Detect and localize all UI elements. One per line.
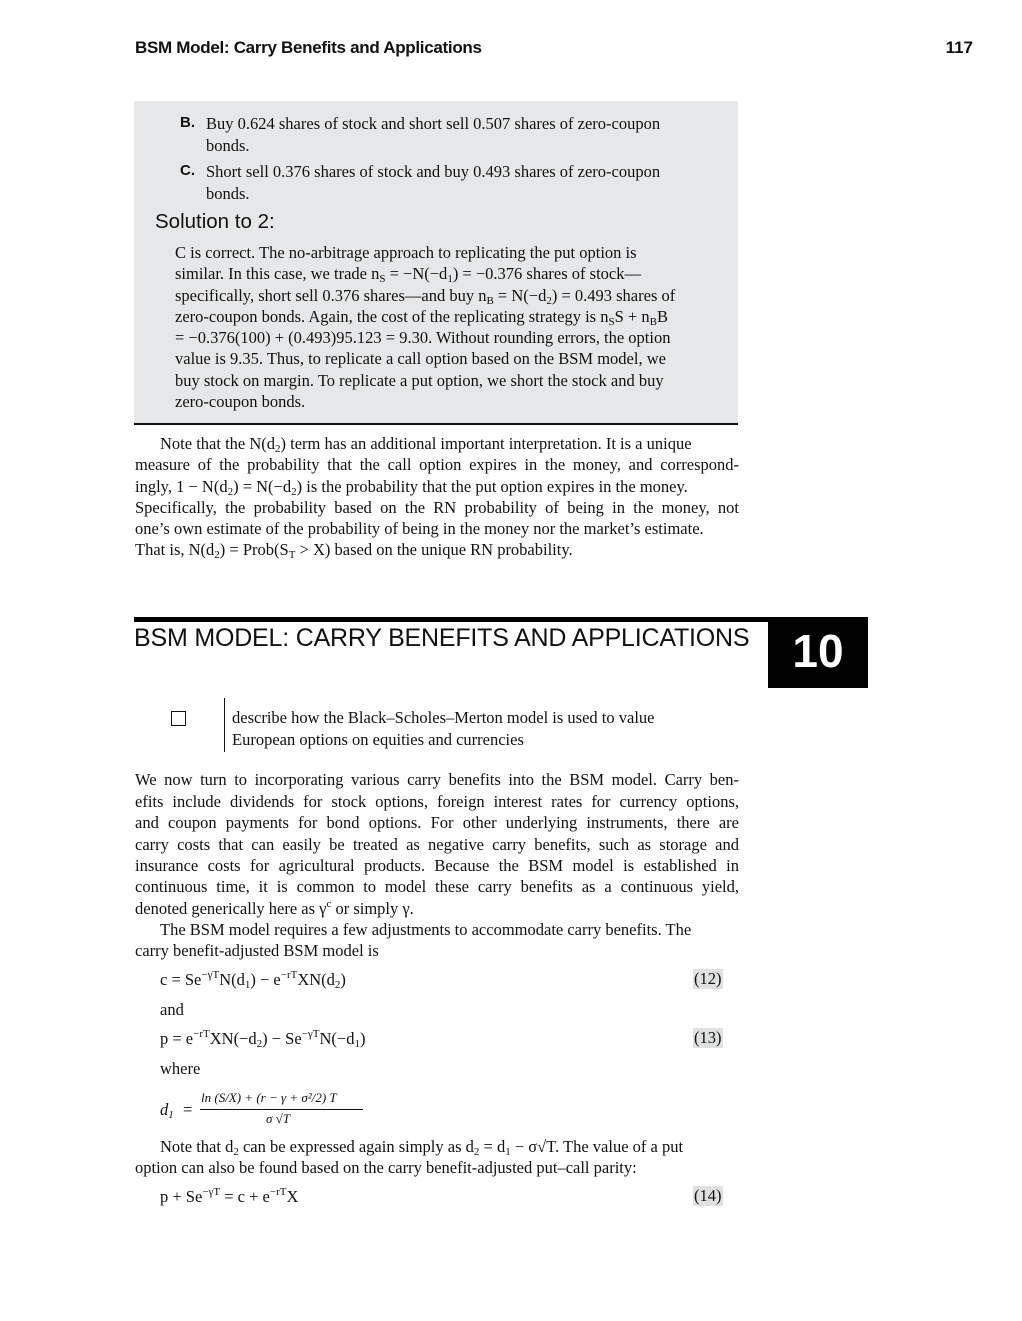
paragraph-line: denoted generically here as $\gamma^c$ or simply γ. bbox=[135, 898, 414, 918]
solution-heading: Solution to 2: bbox=[155, 210, 275, 233]
paragraph-line: The BSM model requires a few adjustments to accommodate carry benefits. The bbox=[160, 920, 692, 939]
solution-line: specifically, short sell 0.376 shares—and buy $n_B = N(-d_2) = 0.493$ shares of bbox=[175, 286, 676, 307]
option-b-text: Buy 0.624 shares of stock and short sell 0.507 shares of zero-coupon bonds. bbox=[206, 114, 661, 155]
option-c-letter: C. bbox=[180, 162, 195, 179]
equation-number: (13) bbox=[694, 1028, 722, 1047]
box-bottom-rule bbox=[134, 423, 738, 425]
paragraph-line: insurance costs for agricultural products. Because the BSM model is established in bbox=[135, 856, 739, 875]
solution-line: = −0.376(100) + (0.493)95.123 = 9.30. Without rounding errors, the option bbox=[175, 328, 671, 347]
solution-line: zero-coupon bonds. Again, the cost of the replicating strategy is $n_SS + n_BB$ bbox=[175, 307, 668, 328]
paragraph-line: one’s own estimate of the probability of being in the money nor the market’s estimate. bbox=[135, 519, 704, 538]
equation-12: $c = Se^{-\gamma T}N(d_1) - e^{-rT}XN(d_2)$ bbox=[160, 969, 346, 991]
paragraph-line: where bbox=[160, 1059, 201, 1078]
d1-formula-lhs: $d_1$ bbox=[160, 1100, 174, 1121]
learning-outcome-text: describe how the Black–Scholes–Merton model is used to value European options on equities and currencies bbox=[232, 708, 655, 749]
equation-13: $p = e^{-rT}XN(-d_2) - Se^{-\gamma T}N(-d_1)$ bbox=[160, 1028, 366, 1050]
solution-line: value is 9.35. Thus, to replicate a call option based on the BSM model, we bbox=[175, 349, 666, 368]
d1-denominator: σ √T bbox=[266, 1111, 291, 1126]
paragraph-line: efits include dividends for stock options, foreign interest rates for currency options, bbox=[135, 792, 739, 811]
section-number-badge: 10 bbox=[768, 617, 868, 688]
paragraph-line: option can also be found based on the carry benefit-adjusted put–call parity: bbox=[135, 1158, 637, 1177]
d1-formula-equals: = bbox=[183, 1100, 193, 1119]
fraction-bar bbox=[200, 1109, 363, 1110]
paragraph-line: and coupon payments for bond options. For other underlying instruments, there are bbox=[135, 813, 739, 832]
equation-number: (12) bbox=[694, 969, 722, 988]
paragraph-line: We now turn to incorporating various carry benefits into the BSM model. Carry ben- bbox=[135, 770, 739, 789]
section-title: BSM MODEL: CARRY BENEFITS AND APPLICATIONS bbox=[134, 624, 750, 652]
page-number: 117 bbox=[945, 38, 973, 57]
option-b-letter: B. bbox=[180, 114, 195, 131]
solution-line: buy stock on margin. To replicate a put option, we short the stock and buy bbox=[175, 371, 664, 390]
equation-14: $p + Se^{-\gamma T} = c + e^{-rT}X$ bbox=[160, 1186, 299, 1206]
paragraph-line: Note that the $N(d_2)$ term has an additional important interpretation. It is a unique bbox=[160, 434, 692, 455]
section-rule bbox=[134, 617, 868, 622]
paragraph-line: Note that $d_2$ can be expressed again simply as $d_2 = d_1 - \sigma√T$. The value of a put bbox=[160, 1137, 684, 1158]
equation-number: (14) bbox=[694, 1186, 722, 1205]
paragraph-line: ingly, $1 - N(d_2) = N(-d_2)$ is the probability that the put option expires in the money. bbox=[135, 477, 688, 498]
paragraph-line: measure of the probability that the call option expires in the money, and correspond- bbox=[135, 455, 739, 474]
paragraph-line: carry benefit-adjusted BSM model is bbox=[135, 941, 379, 960]
solution-line: zero-coupon bonds. bbox=[175, 392, 306, 411]
d1-numerator: ln (S/X) + (r − γ + σ²/2) T bbox=[201, 1090, 337, 1105]
paragraph-line: carry costs that can easily be treated as negative carry benefits, such as storage and bbox=[135, 835, 739, 854]
learning-outcome-divider bbox=[224, 698, 225, 752]
solution-line: C is correct. The no-arbitrage approach to replicating the put option is bbox=[175, 243, 637, 262]
learning-outcome-checkbox[interactable] bbox=[171, 711, 186, 726]
solution-line: similar. In this case, we trade $n_S = -N(-d_1) = -0.376$ shares of stock— bbox=[175, 264, 641, 285]
running-head: BSM Model: Carry Benefits and Applications bbox=[135, 38, 482, 57]
paragraph-line: and bbox=[160, 1000, 184, 1019]
paragraph-line: Specifically, the probability based on the RN probability of being in the money, not bbox=[135, 498, 739, 517]
option-c-text: Short sell 0.376 shares of stock and buy 0.493 shares of zero-coupon bonds. bbox=[206, 162, 661, 203]
paragraph-line: continuous time, it is common to model these carry benefits as a continuous yield, bbox=[135, 877, 739, 896]
paragraph-line: That is, $N(d_2)$ = $Prob(S_T > X)$ based on the unique RN probability. bbox=[135, 540, 573, 561]
